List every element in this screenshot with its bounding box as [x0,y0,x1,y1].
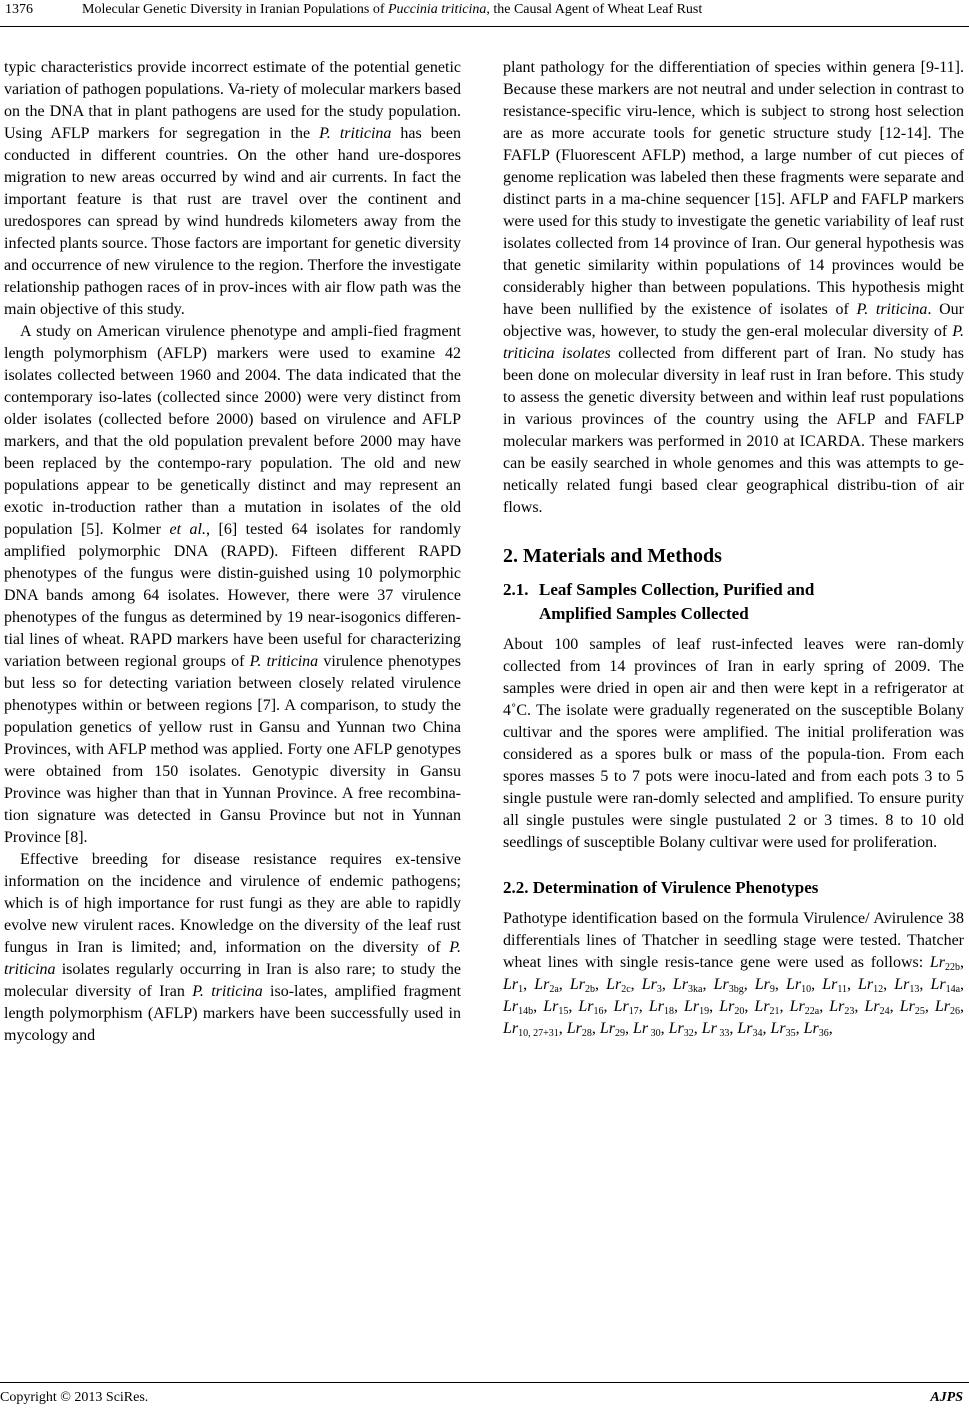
species-name: P. triticina [319,125,392,142]
left-column [4,57,461,1047]
resistance-gene: $Lr_{21}$ [754,998,780,1017]
resistance-gene: $Lr_{20}$ [719,998,745,1017]
subsection-number: 2.1. [503,580,529,599]
paragraph [503,57,964,519]
text-run: plant pathology for the differentiation of species within genera [9-11]. Because these markers are not neutral and under selection in contrast to resistance-specific viru-lence, which is subject to strong host selection are as more accurate tools for genetic structure study [12-14]. The FAFLP (Fluorescent AFLP) method, a large number of cut pieces of genome replication was labeled then these fragments were separate and distinct parts in a ma-chine sequencer [15]. AFLP and FAFLP markers were used for this study to investigate the genetic variability of leaf rust isolates collected from 14 province of Iran. Our general hypothesis was that genetic similarity within populations of 14 provinces would be considerably higher than between populations. This hypothesis might have been nullified by the existence of isolates of [503,59,964,318]
resistance-gene: $Lr_1$ [503,976,524,995]
species-name: P. triticina isolates [503,323,964,362]
resistance-gene: $Lr_{3bg}$ [713,976,744,995]
resistance-gene: $Lr_{10}$ [785,976,812,995]
resistance-gene: $Lr_{35}$ [770,1020,796,1039]
resistance-gene: Lr $_{30}$ [633,1020,661,1039]
text-run: , [6] tested 64 isolates for randomly amplified polymorphic DNA (RAPD). Fifteen different RAPD phenotypes of the fungus were distin-guished using 10 polymorphic DNA bands among 64 isolates. However, there were 37 virulence phenotypes of the fungus as determined by 19 near-isogonics differen-tial lines of wheat. RAPD markers have been useful for characterizing variation between regional groups of [4,521,461,670]
copyright: Copyright © 2013 SciRes. [0,1390,149,1405]
text-run: collected from different part of Iran. No study has been done on molecular diversity in leaf rust in Iran before. This study to assess the genetic diversity between and within leaf rust populations in various provinces of the country using the AFLP and FAFLP molecular markers was performed in 2010 at ICARDA. These markers can be easily searched in whole genomes and this was attempts to ge-netically related fungi based clear geographical distribu-tion of air flows. [503,345,964,516]
resistance-gene: $Lr_{22a}$ [789,998,820,1017]
footer-rule [0,1382,969,1383]
text-run: typic characteristics provide incorrect estimate of the potential genetic variation of pathogen populations. Va-riety of molecular markers based on the DNA that in plant pathogens are used for the study population. Using AFLP markers for segregation in the [4,59,461,142]
text-run: . Our objective was, however, to study the gen-eral molecular diversity of [503,301,965,340]
resistance-gene: $Lr_{24}$ [864,998,890,1017]
resistance-gene: $Lr_{13}$ [894,976,920,995]
resistance-gene: Lr $_{33}$ [701,1020,730,1039]
resistance-gene: $Lr_{18}$ [648,998,674,1017]
text-run: Pathotype identification based on the formula Virulence/ Avirulence 38 differentials lines of Thatcher in seedling stage were tested. Thatcher wheat lines with single resis-tance gene were used as follows: [503,910,964,971]
resistance-gene: $Lr_{34}$ [737,1020,763,1039]
running-head [82,2,702,18]
resistance-gene: $Lr_{2a}$ [534,976,559,995]
resistance-gene: $Lr_{3ka}$ [672,976,703,995]
resistance-gene: $Lr_{36}$ [803,1020,829,1039]
paragraph: About 100 samples of leaf rust-infected leaves were ran-domly collected from 14 provinces of Iran in early spring of 2009. The samples were dried in open air and then were kept in a refrigerator at 4˚C. The isolate were gradually regenerated on the susceptible Bolany cultivar and the spores were amplified. The initial proliferation was considered as a spores bulk or mass of the popula-tion. From each spores masses 5 to 7 pots were inocu-lated and from each pots 3 to 5 single pustule were ran-domly selected and amplified. To ensure purity all single pustules were single pustulated 2 or 3 times. 8 to 10 old seedlings of susceptible Bolany cultivar were used for proliferation. [503,636,964,851]
resistance-gene: $Lr_{26}$ [934,998,961,1017]
section-heading: 2. Materials and Methods [503,545,722,567]
resistance-gene: $Lr_{14b}$ [503,998,534,1017]
species-name: P. triticina [249,653,319,670]
subsection-title-cont: Amplified Samples Collected [539,604,749,623]
subsection-title: Leaf Samples Collection, Purified and [539,580,815,599]
species-name: P. triticina [856,301,928,318]
resistance-gene: $Lr_{11}$ [822,976,847,995]
text-run: iso-lates, amplified fragment length polymorphism (AFLP) markers have been successfully used in mycology and [4,983,462,1044]
resistance-gene: $Lr_{29}$ [599,1020,626,1039]
resistance-gene: $Lr_{2c}$ [606,976,631,995]
resistance-gene: $Lr_{22b}$ [929,954,960,973]
header-rule [0,26,969,27]
resistance-gene: $Lr_{32}$ [668,1020,694,1039]
subsection-heading: 2.2. Determination of Virulence Phenotypes [503,878,819,897]
text-run: A study on American virulence phenotype and ampli-fied fragment length polymorphism (AFLP) markers were used to examine 42 isolates collected between 1960 and 2004. The data indicated that the contemporary iso-lates (collected since 2000) were very distinct from older isolates (collected before 2000) based on virulence and AFLP markers, and that the old population prevalent before 2000 may have been replaced by the contempo-rary population. The old and new populations appear to be genetically distinct and may represent an exotic in-troduction rather than a mutation in isolates of the old population [5]. Kolmer [4,323,461,538]
running-head-species: Puccinia triticina [387,2,487,17]
italic-text: et al. [169,521,206,538]
text-run: virulence phenotypes but less so for detecting variation between closely related virulence phenotypes within or between regions [7]. A comparison, to study the population genetics of yellow rust in Gansu and Yunnan two China Provinces, with AFLP method was applied. Forty one AFLP genotypes were obtained from 150 isolates. Genotypic diversity in Gansu Province was higher than that in Yunnan Province. A free recombina-tion signature was detected in Gansu Province but not in Yunnan Province [8]. [4,653,461,846]
resistance-gene: $Lr_{28}$ [566,1020,592,1039]
resistance-gene: $Lr_{15}$ [543,998,569,1017]
paragraph [4,57,461,321]
resistance-gene: $Lr_{12}$ [858,976,884,995]
text-run: Effective breeding for disease resistance requires ex-tensive information on the incidence and virulence of endemic pathogens; which is of high importance for rust fungi as they are able to rapidly evolve new virulent races. Knowledge on the diversity of the leaf rust fungus in Iran is limited; and, information on the diversity of [4,851,461,956]
species-name: P. triticina [4,939,461,978]
paragraph [4,321,461,849]
paragraph: Pathotype identification based on the formula Virulence/ Avirulence 38 differentials lines of Thatcher in seedling stage were tested. Thatcher wheat lines with single resis-tance gene were used as follows: $Lr_{22b}$, $Lr_1$, $Lr_{2a}$, $Lr_{2b}$, $Lr_{2c}$, $Lr_3$, $Lr_{3ka}$, $Lr_{3bg}$, $Lr_9$, $Lr_{10}$, $Lr_{11}$, $Lr_{12}$, $Lr_{13}$, $Lr_{14a}$, $Lr_{14b}$, $Lr_{15}$, $Lr_{16}$, $Lr_{17}$, $Lr_{18}$, $Lr_{19}$, $Lr_{20}$, $Lr_{21}$, $Lr_{22a}$, $Lr_{23}$, $Lr_{24}$, $Lr_{25}$, $Lr_{26}$, $Lr_{10, 27+31}$, $Lr_{28}$, $Lr_{29}$, Lr $_{30}$, $Lr_{32}$, Lr $_{33}$, $Lr_{34}$, $Lr_{35}$, $Lr_{36}$, [503,910,965,1039]
resistance-gene: $Lr_{2b}$ [569,976,595,995]
resistance-gene: $Lr_3$ [641,976,662,995]
resistance-gene: $Lr_{25}$ [899,998,925,1017]
page-number: 1376 [5,2,33,17]
text-run: has been conducted in different countries. On the other hand ure-dospores migration to new areas occurred by wind and air currents. In fact the important feature is that rust are travel over the continent and uredospores can spread by wind hundreds kilometers away from the infected plants source. Those factors are important for genetic diversity and occurrence of new virulence to the region. Therfore the investigate relationship pathogen races of in prov-inces with air flow path was the main objective of this study. [4,125,461,318]
text-run: isolates regularly occurring in Iran is also rare; to study the molecular diversity of Iran [4,961,461,1000]
paragraph [4,849,461,1047]
running-head-text-end: , the Causal Agent of Wheat Leaf Rust [486,2,703,17]
resistance-gene: $Lr_{10, 27+31}$ [503,1020,559,1039]
resistance-gene: $Lr_{16}$ [578,998,604,1017]
resistance-gene: $Lr_9$ [754,976,775,995]
journal-name: AJPS [930,1390,963,1405]
resistance-gene: $Lr_{23}$ [829,998,855,1017]
species-name: P. triticina [192,983,263,1000]
subsection-heading [503,578,964,626]
resistance-gene: $Lr_{19}$ [684,998,710,1017]
resistance-gene: $Lr_{17}$ [613,998,639,1017]
running-head-text: Molecular Genetic Diversity in Iranian Populations of [82,2,388,17]
resistance-gene: $Lr_{14a}$ [930,976,961,995]
right-column [503,57,964,1040]
